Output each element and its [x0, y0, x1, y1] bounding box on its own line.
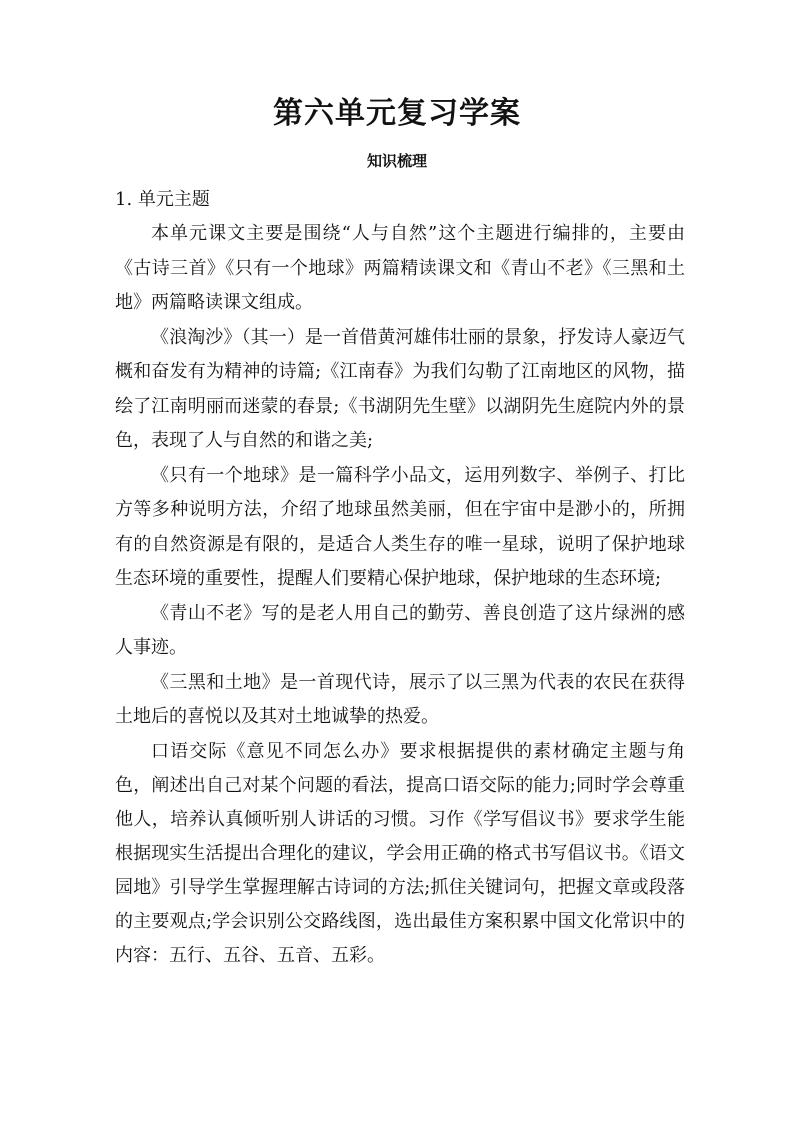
paragraph-oral-writing-garden: 口语交际《意见不同怎么办》要求根据提供的素材确定主题与角色，阐述出自己对某个问题的看法，提高口语交际的能力;同时学会尊重他人，培养认真倾听别人讲话的习惯。习作《学写倡议书》要求学生能根据现实生活提出合理化的建议，学会用正确的格式书写倡议书。《语文园地》引导学生掌握理解古诗词的方法;抓住关键词句，把握文章或段落的主要观点;学会识别公交路线图，选出最佳方案积累中国文化常识中的内容：五行、五谷、五音、五彩。	[115, 740, 685, 966]
document-subtitle: 知识梳理	[366, 152, 427, 170]
paragraph-only-one-earth: 《只有一个地球》是一篇科学小品文，运用列数字、举例子、打比方等多种说明方法，介绍了地球虽然美丽，但在宇宙中是渺小的，所拥有的自然资源是有限的，是适合人类生存的唯一星球，说明了保护地球生态环境的重要性，提醒人们要精心保护地球，保护地球的生态环境;	[115, 464, 685, 589]
paragraph-ancient-poems: 《浪淘沙》（其一）是一首借黄河雄伟壮丽的景象，抒发诗人豪迈气概和奋发有为精神的诗篇;《江南春》为我们勾勒了江南地区的风物，描绘了江南明丽而迷蒙的春景;《书湖阴先生壁》以湖阴先生庭院内外的景色，表现了人与自然的和谐之美;	[115, 326, 685, 451]
document-title: 第六单元复习学案	[273, 96, 521, 131]
paragraph-green-mountain: 《青山不老》写的是老人用自己的勤劳、善良创造了这片绿洲的感人事迹。	[115, 602, 685, 658]
paragraph-unit-overview: 本单元课文主要是围绕“人与自然”这个主题进行编排的，主要由《古诗三首》《只有一个地球》两篇精读课文和《青山不老》《三黑和土地》两篇略读课文组成。	[115, 223, 685, 313]
document-body	[115, 183, 685, 973]
paragraph-sanhei-land: 《三黑和土地》是一首现代诗，展示了以三黑为代表的农民在获得土地后的喜悦以及其对土地诚挚的热爱。	[115, 671, 685, 727]
section-heading: 1. 单元主题	[115, 189, 210, 210]
